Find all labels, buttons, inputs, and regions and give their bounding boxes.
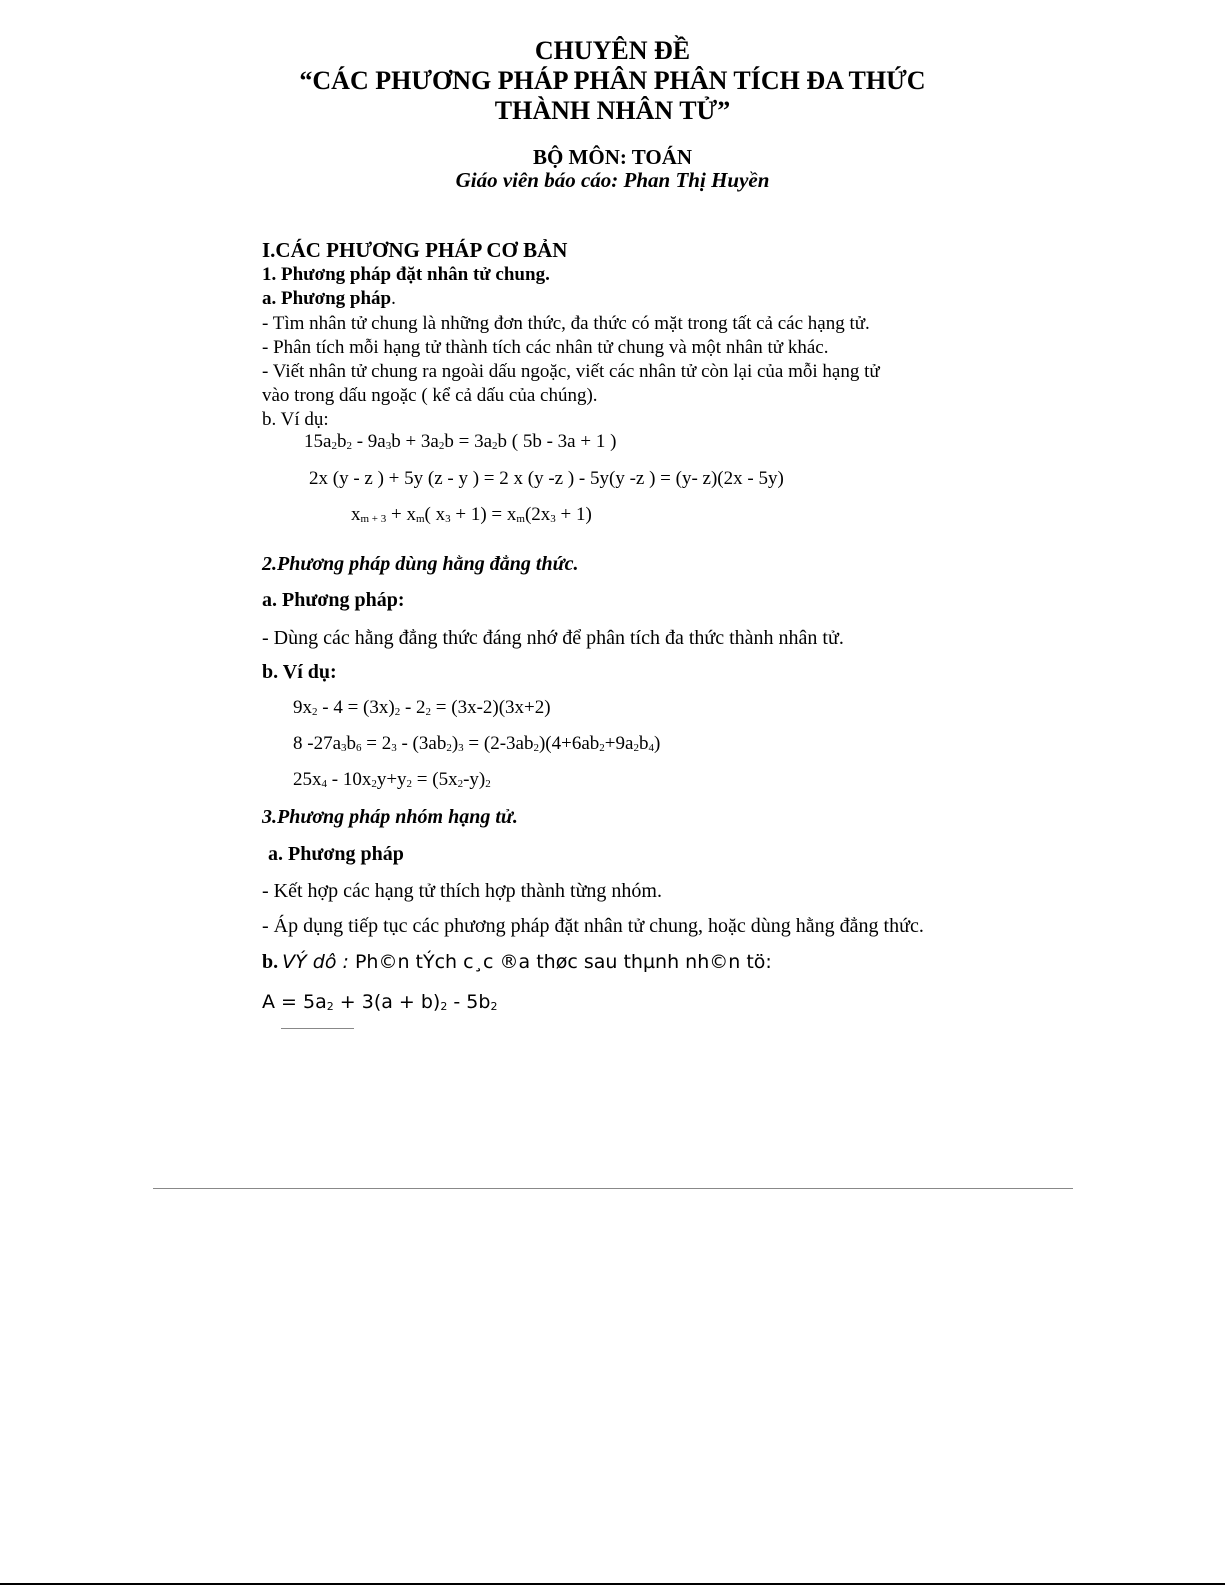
method3-bullet: - Kết hợp các hạng tử thích hợp thành từng nhóm. bbox=[262, 880, 662, 902]
example-formula: $15a_2b_2 - 9a_3b + 3a_2b = 3a_2b$ ( 5b - 3a + 1 ) bbox=[304, 431, 617, 452]
example-formula: $25x_4 - 10x_2y+y_2 = (5x_2-y)_2$ bbox=[293, 769, 491, 790]
method1-title: 1. Phương pháp đặt nhân tử chung. bbox=[262, 264, 550, 285]
exercise-formula: $A = 5a_2 + 3(a + b)_2 - 5b_2$ bbox=[262, 991, 498, 1013]
method3-bullet: - Áp dụng tiếp tục các phương pháp đặt nhân tử chung, hoặc dùng hằng đẳng thức. bbox=[262, 915, 924, 937]
method1-bullet: - Viết nhân tử chung ra ngoài dấu ngoặc, viết các nhân tử còn lại của mỗi hạng tử bbox=[262, 361, 880, 382]
method2-a-label: a. Phương pháp: bbox=[262, 589, 405, 611]
doc-title-line2: “CÁC PHƯƠNG PHÁP PHÂN PHÂN TÍCH ĐA THỨC bbox=[299, 66, 926, 95]
method3-b-line: b. VÝ dô : Ph©n tÝch c¸c ®a thøc sau thµnh nh©n tö: bbox=[262, 951, 772, 973]
example-formula: 8 $-27a_3b_6 = 2_3 - (3ab_2)_3 = (2-3ab_2)(4+6ab_2+9a_2b_4)$ bbox=[293, 733, 661, 754]
method2-b-label: b. Ví dụ: bbox=[262, 661, 337, 683]
doc-teacher: Giáo viên báo cáo: Phan Thị Huyền bbox=[455, 168, 770, 192]
example-formula: $9x_2 - 4 = (3x)_2 - 2_2 = (3x-2)(3x+2)$ bbox=[293, 697, 551, 718]
method2-a-text: - Dùng các hằng đẳng thức đáng nhớ để phân tích đa thức thành nhân tử. bbox=[262, 627, 844, 649]
example-formula: $x_{m + 3} + x_m$( $x_3 + 1) = x_m(2x_3 + 1)$ bbox=[351, 504, 592, 525]
footnote-separator bbox=[281, 1028, 354, 1029]
method1-bullet: - Tìm nhân tử chung là những đơn thức, đa thức có mặt trong tất cả các hạng tử. bbox=[262, 313, 870, 334]
doc-subject: BỘ MÔN: TOÁN bbox=[532, 145, 693, 169]
doc-title-line1: CHUYÊN ĐỀ bbox=[534, 36, 691, 65]
method3-title: 3.Phương pháp nhóm hạng tử. bbox=[262, 806, 518, 828]
doc-title-line3: THÀNH NHÂN TỬ” bbox=[494, 96, 731, 125]
method3-a-label: a. Phương pháp bbox=[268, 843, 404, 865]
method1-bullet: - Phân tích mỗi hạng tử thành tích các nhân tử chung và một nhân tử khác. bbox=[262, 337, 829, 358]
method2-title: 2.Phương pháp dùng hằng đẳng thức. bbox=[262, 553, 579, 575]
method1-a-label: a. Phương pháp. bbox=[262, 288, 396, 309]
method1-b-label: b. Ví dụ: bbox=[262, 409, 329, 430]
example-formula: 2x (y - z ) + 5y (z - y ) = 2 x (y -z ) - 5y(y -z ) = (y- z)(2x - 5y) bbox=[309, 468, 784, 489]
method1-bullet: vào trong dấu ngoặc ( kể cả dấu của chúng). bbox=[262, 385, 598, 406]
section-heading: I.CÁC PHƯƠNG PHÁP CƠ BẢN bbox=[262, 238, 568, 262]
page-divider bbox=[153, 1188, 1073, 1189]
